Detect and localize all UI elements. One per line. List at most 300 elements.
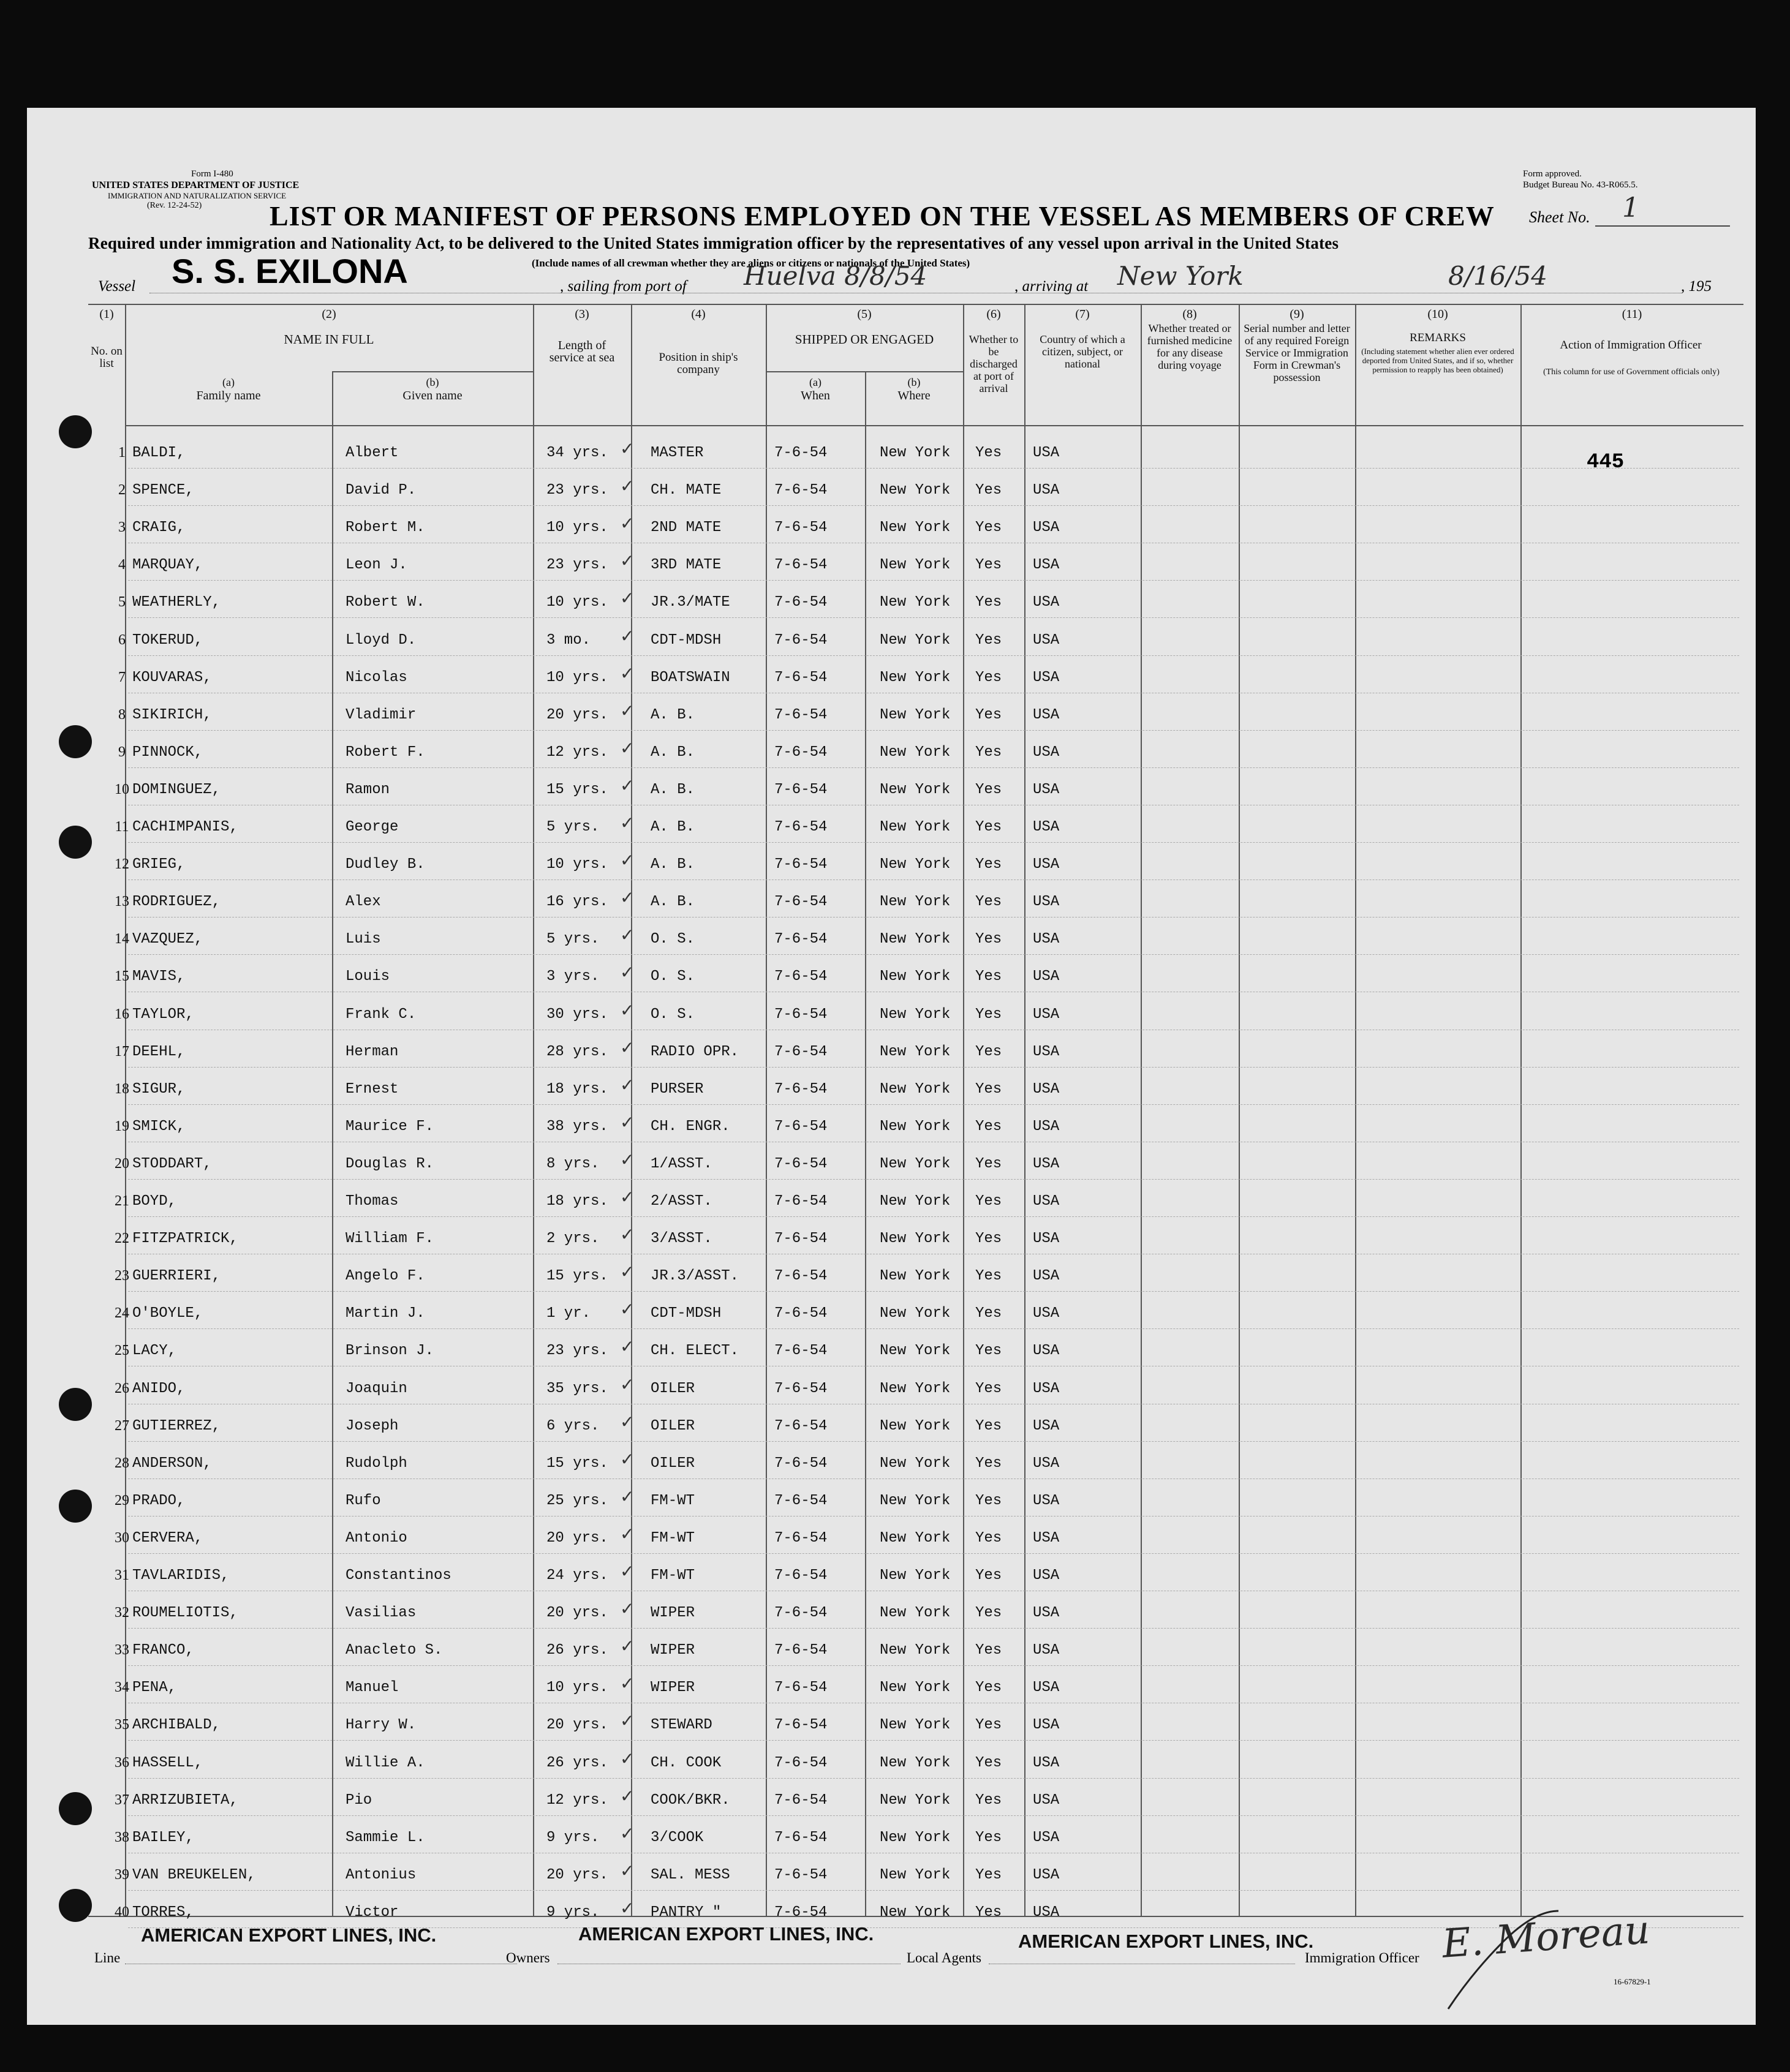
country: USA: [1033, 1904, 1060, 1921]
given-name: George: [346, 819, 399, 835]
country: USA: [1033, 1605, 1060, 1621]
discharge: Yes: [975, 594, 1002, 611]
shipped-when: 7-6-54: [774, 1230, 828, 1247]
check-mark-icon: ✓: [620, 1112, 635, 1132]
table-header-border: [125, 425, 1743, 426]
check-mark-icon: ✓: [620, 701, 635, 721]
shipped-when: 7-6-54: [774, 1044, 828, 1060]
shipped-where: New York: [880, 1642, 951, 1659]
service-length: 38 yrs.: [546, 1118, 608, 1135]
discharge: Yes: [975, 1193, 1002, 1210]
col10-note: (Including statement whether alien ever ordered deported from United States, and if so, whether permission to reapply has been obtained): [1361, 347, 1514, 374]
discharge: Yes: [975, 1904, 1002, 1921]
check-mark-icon: ✓: [620, 1449, 635, 1469]
arrival-date: 8/16/54: [1448, 261, 1547, 291]
check-mark-icon: ✓: [620, 850, 635, 870]
check-mark-icon: ✓: [620, 1749, 635, 1769]
position: JR.3/MATE: [651, 594, 730, 611]
table-row: [27, 1218, 1756, 1256]
given-name: Dudley B.: [346, 856, 425, 873]
country: USA: [1033, 1455, 1060, 1472]
position: O. S.: [651, 931, 695, 947]
row-number: 29: [115, 1493, 129, 1509]
service-length: 20 yrs.: [546, 1530, 608, 1546]
col11-title: Action of Immigration Officer: [1560, 339, 1702, 352]
table-row: [27, 919, 1756, 956]
given-name: Angelo F.: [346, 1268, 425, 1284]
sailing-port: Huelva 8/8/54: [744, 261, 927, 291]
col5b-title: Where: [897, 389, 931, 402]
shipped-where: New York: [880, 1530, 951, 1546]
officer-signature: E. Moreau: [1440, 1907, 1652, 1967]
discharge: Yes: [975, 1567, 1002, 1584]
country: USA: [1033, 968, 1060, 985]
table-row: [27, 620, 1756, 657]
shipped-when: 7-6-54: [774, 744, 828, 761]
given-name: Frank C.: [346, 1006, 417, 1023]
shipped-where: New York: [880, 519, 951, 536]
shipped-when: 7-6-54: [774, 1193, 828, 1210]
shipped-when: 7-6-54: [774, 1156, 828, 1172]
check-mark-icon: ✓: [620, 439, 635, 459]
row-number: 17: [115, 1044, 129, 1060]
row-number: 10: [115, 782, 129, 797]
position: 1/ASST.: [651, 1156, 712, 1172]
line-label: Line: [94, 1950, 121, 1965]
row-number: 5: [118, 594, 126, 610]
table-row: [27, 1406, 1756, 1443]
position: 3/ASST.: [651, 1230, 712, 1247]
given-name: Louis: [346, 968, 390, 985]
position: 2ND MATE: [651, 519, 722, 536]
table-row: [27, 582, 1756, 619]
officer-label: Immigration Officer: [1305, 1950, 1419, 1965]
row-number: 11: [115, 819, 129, 835]
table-row: [27, 695, 1756, 732]
position: A. B.: [651, 894, 695, 910]
given-name: Vasilias: [346, 1605, 417, 1621]
row-divider: [128, 1890, 1739, 1891]
country: USA: [1033, 1867, 1060, 1883]
table-row: [27, 1555, 1756, 1592]
discharge: Yes: [975, 931, 1002, 947]
family-name: ANIDO,: [132, 1381, 186, 1397]
col5-title: SHIPPED OR ENGAGED: [795, 332, 934, 347]
discharge: Yes: [975, 519, 1002, 536]
country: USA: [1033, 856, 1060, 873]
owners-value: AMERICAN EXPORT LINES, INC.: [578, 1923, 874, 1945]
country: USA: [1033, 782, 1060, 798]
row-divider: [128, 1553, 1739, 1554]
check-mark-icon: ✓: [620, 626, 635, 646]
row-divider: [128, 1216, 1739, 1217]
given-name: Maurice F.: [346, 1118, 434, 1135]
service-length: 3 mo.: [546, 632, 591, 649]
check-mark-icon: ✓: [620, 1336, 635, 1357]
shipped-when: 7-6-54: [774, 1792, 828, 1809]
table-row: [27, 956, 1756, 993]
country: USA: [1033, 482, 1060, 499]
discharge: Yes: [975, 1418, 1002, 1434]
table-row: [27, 1667, 1756, 1705]
row-number: 23: [115, 1268, 129, 1284]
discharge: Yes: [975, 445, 1002, 461]
discharge: Yes: [975, 1006, 1002, 1023]
table-row: [27, 1592, 1756, 1630]
check-mark-icon: ✓: [620, 1486, 635, 1507]
given-name: Lloyd D.: [346, 632, 417, 649]
position: A. B.: [651, 707, 695, 723]
shipped-when: 7-6-54: [774, 968, 828, 985]
table-row: [27, 470, 1756, 507]
shipped-when: 7-6-54: [774, 1305, 828, 1322]
family-name: PINNOCK,: [132, 744, 203, 761]
row-divider: [128, 1291, 1739, 1292]
col5a-title: When: [801, 389, 830, 402]
manifest-page: [27, 108, 1756, 2025]
shipped-when: 7-6-54: [774, 1679, 828, 1696]
table-row: [27, 1031, 1756, 1069]
service-length: 25 yrs.: [546, 1493, 608, 1509]
row-number: 9: [118, 744, 126, 760]
position: WIPER: [651, 1642, 695, 1659]
check-mark-icon: ✓: [620, 1898, 635, 1918]
col10-number: (10): [1427, 307, 1448, 321]
col3-number: (3): [575, 307, 589, 321]
shipped-where: New York: [880, 1156, 951, 1172]
given-name: Rufo: [346, 1493, 381, 1509]
discharge: Yes: [975, 1530, 1002, 1546]
discharge: Yes: [975, 1118, 1002, 1135]
service-length: 15 yrs.: [546, 1268, 608, 1284]
country: USA: [1033, 1418, 1060, 1434]
family-name: O'BOYLE,: [132, 1305, 203, 1322]
country: USA: [1033, 557, 1060, 573]
given-name: Antonio: [346, 1530, 407, 1546]
sheet-value: 1: [1622, 192, 1639, 224]
discharge: Yes: [975, 1829, 1002, 1846]
family-name: BALDI,: [132, 445, 186, 461]
family-name: ANDERSON,: [132, 1455, 212, 1472]
shipped-where: New York: [880, 1455, 951, 1472]
row-divider: [128, 1628, 1739, 1629]
given-name: David P.: [346, 482, 417, 499]
country: USA: [1033, 594, 1060, 611]
family-name: ARRIZUBIETA,: [132, 1792, 238, 1809]
given-name: Ramon: [346, 782, 390, 798]
family-name: WEATHERLY,: [132, 594, 221, 611]
check-mark-icon: ✓: [620, 1561, 635, 1581]
service-length: 12 yrs.: [546, 1792, 608, 1809]
check-mark-icon: ✓: [620, 1299, 635, 1319]
table-row: [27, 1181, 1756, 1218]
service-length: 6 yrs.: [546, 1418, 600, 1434]
country: USA: [1033, 1118, 1060, 1135]
family-name: SIKIRICH,: [132, 707, 212, 723]
row-number: 12: [115, 856, 129, 872]
position: CDT-MDSH: [651, 1305, 722, 1322]
shipped-where: New York: [880, 594, 951, 611]
shipped-where: New York: [880, 1792, 951, 1809]
shipped-where: New York: [880, 894, 951, 910]
row-number: 3: [118, 519, 126, 535]
table-row: [27, 657, 1756, 695]
check-mark-icon: ✓: [620, 1524, 635, 1544]
service-length: 20 yrs.: [546, 1867, 608, 1883]
col2a-title: Family name: [196, 389, 261, 402]
given-name: Victor: [346, 1904, 399, 1921]
row-divider: [128, 1067, 1739, 1068]
discharge: Yes: [975, 1044, 1002, 1060]
check-mark-icon: ✓: [620, 1711, 635, 1731]
position: 2/ASST.: [651, 1193, 712, 1210]
family-name: ROUMELIOTIS,: [132, 1605, 238, 1621]
country: USA: [1033, 445, 1060, 461]
shipped-when: 7-6-54: [774, 1717, 828, 1733]
row-divider: [128, 505, 1739, 506]
service-length: 18 yrs.: [546, 1081, 608, 1098]
vessel-label: Vessel: [98, 278, 136, 295]
col11-note: (This column for use of Government officials only): [1543, 367, 1720, 377]
shipped-where: New York: [880, 1418, 951, 1434]
table-row: [27, 1443, 1756, 1480]
family-name: FITZPATRICK,: [132, 1230, 238, 1247]
row-number: 37: [115, 1792, 129, 1808]
shipped-when: 7-6-54: [774, 632, 828, 649]
service-length: 16 yrs.: [546, 894, 608, 910]
col8-title: Whether treated or furnished medicine for any disease during voyage: [1147, 322, 1233, 371]
given-name: Albert: [346, 445, 399, 461]
shipped-when: 7-6-54: [774, 707, 828, 723]
discharge: Yes: [975, 669, 1002, 686]
service-length: 30 yrs.: [546, 1006, 608, 1023]
discharge: Yes: [975, 968, 1002, 985]
service-length: 1 yr.: [546, 1305, 591, 1322]
shipped-where: New York: [880, 819, 951, 835]
shipped-when: 7-6-54: [774, 1118, 828, 1135]
position: A. B.: [651, 856, 695, 873]
family-name: MAVIS,: [132, 968, 186, 985]
row-divider: [128, 655, 1739, 656]
shipped-where: New York: [880, 1605, 951, 1621]
position: A. B.: [651, 782, 695, 798]
service-length: 9 yrs.: [546, 1904, 600, 1921]
service-length: 15 yrs.: [546, 1455, 608, 1472]
country: USA: [1033, 1829, 1060, 1846]
table-row: [27, 1330, 1756, 1368]
family-name: GUTIERREZ,: [132, 1418, 221, 1434]
row-number: 34: [115, 1679, 129, 1695]
check-mark-icon: ✓: [620, 962, 635, 982]
row-number: 24: [115, 1305, 129, 1321]
row-number: 30: [115, 1530, 129, 1546]
given-name: Anacleto S.: [346, 1642, 443, 1659]
shipped-where: New York: [880, 1230, 951, 1247]
row-number: 15: [115, 968, 129, 984]
shipped-where: New York: [880, 744, 951, 761]
row-number: 4: [118, 557, 126, 573]
shipped-when: 7-6-54: [774, 894, 828, 910]
sheet-label: Sheet No.: [1529, 208, 1590, 226]
country: USA: [1033, 894, 1060, 910]
shipped-when: 7-6-54: [774, 782, 828, 798]
position: OILER: [651, 1418, 695, 1434]
discharge: Yes: [975, 1717, 1002, 1733]
shipped-when: 7-6-54: [774, 819, 828, 835]
shipped-when: 7-6-54: [774, 1493, 828, 1509]
print-code: 16-67829-1: [1614, 1977, 1651, 1986]
position: A. B.: [651, 744, 695, 761]
table-row: [27, 1106, 1756, 1143]
position: CH. MATE: [651, 482, 722, 499]
check-mark-icon: ✓: [620, 1038, 635, 1058]
col9-number: (9): [1290, 307, 1304, 321]
row-number: 8: [118, 707, 126, 723]
shipped-where: New York: [880, 1006, 951, 1023]
discharge: Yes: [975, 856, 1002, 873]
shipped-when: 7-6-54: [774, 1343, 828, 1359]
position: O. S.: [651, 1006, 695, 1023]
col2-number: (2): [322, 307, 336, 321]
table-row: [27, 1480, 1756, 1518]
position: FM-WT: [651, 1493, 695, 1509]
check-mark-icon: ✓: [620, 1786, 635, 1806]
row-divider: [128, 1815, 1739, 1816]
line-value: AMERICAN EXPORT LINES, INC.: [141, 1924, 437, 1946]
discharge: Yes: [975, 782, 1002, 798]
given-name: Leon J.: [346, 557, 407, 573]
shipped-when: 7-6-54: [774, 519, 828, 536]
include-note: (Include names of all crewman whether they are aliens or citizens or nationals of the United States): [532, 257, 970, 269]
check-mark-icon: ✓: [620, 738, 635, 758]
family-name: LACY,: [132, 1343, 177, 1359]
row-divider: [128, 842, 1739, 843]
check-mark-icon: ✓: [620, 663, 635, 684]
service-length: 10 yrs.: [546, 594, 608, 611]
col1-title: No. on list: [91, 345, 123, 370]
table-row: [27, 1518, 1756, 1555]
shipped-when: 7-6-54: [774, 1904, 828, 1921]
row-divider: [128, 1104, 1739, 1105]
country: USA: [1033, 1493, 1060, 1509]
discharge: Yes: [975, 1455, 1002, 1472]
family-name: SIGUR,: [132, 1081, 186, 1098]
country: USA: [1033, 1268, 1060, 1284]
given-name: Alex: [346, 894, 381, 910]
position: WIPER: [651, 1605, 695, 1621]
given-name: Rudolph: [346, 1455, 407, 1472]
table-row: [27, 507, 1756, 544]
family-name: PENA,: [132, 1679, 177, 1696]
family-name: CRAIG,: [132, 519, 186, 536]
check-mark-icon: ✓: [620, 588, 635, 608]
country: USA: [1033, 1305, 1060, 1322]
service-length: 20 yrs.: [546, 1717, 608, 1733]
col5a-letter: (a): [809, 376, 821, 388]
service-length: 28 yrs.: [546, 1044, 608, 1060]
position: CDT-MDSH: [651, 632, 722, 649]
country: USA: [1033, 744, 1060, 761]
position: FM-WT: [651, 1567, 695, 1584]
service-length: 23 yrs.: [546, 1343, 608, 1359]
row-number: 21: [115, 1193, 129, 1209]
country: USA: [1033, 1156, 1060, 1172]
col10-title: REMARKS: [1410, 331, 1466, 344]
discharge: Yes: [975, 1642, 1002, 1659]
agents-value: AMERICAN EXPORT LINES, INC.: [1018, 1931, 1314, 1952]
shipped-where: New York: [880, 1193, 951, 1210]
shipped-where: New York: [880, 669, 951, 686]
check-mark-icon: ✓: [620, 1224, 635, 1245]
given-name: Thomas: [346, 1193, 399, 1210]
agents-label: Local Agents: [907, 1950, 981, 1965]
discharge: Yes: [975, 1305, 1002, 1322]
check-mark-icon: ✓: [620, 1000, 635, 1020]
family-name: FRANCO,: [132, 1642, 194, 1659]
col8-number: (8): [1182, 307, 1197, 321]
form-approved: Form approved.: [1523, 169, 1582, 179]
shipped-where: New York: [880, 632, 951, 649]
discharge: Yes: [975, 1755, 1002, 1771]
table-row: [27, 1705, 1756, 1742]
row-divider: [128, 580, 1739, 581]
check-mark-icon: ✓: [620, 1075, 635, 1095]
shipped-where: New York: [880, 482, 951, 499]
shipped-where: New York: [880, 1829, 951, 1846]
shipped-when: 7-6-54: [774, 1605, 828, 1621]
given-name: Constantinos: [346, 1567, 451, 1584]
given-name: Robert W.: [346, 594, 425, 611]
table-row: [27, 432, 1756, 470]
country: USA: [1033, 1755, 1060, 1771]
col7-number: (7): [1075, 307, 1090, 321]
row-number: 7: [118, 669, 126, 685]
position: SAL. MESS: [651, 1867, 730, 1883]
country: USA: [1033, 632, 1060, 649]
shipped-where: New York: [880, 968, 951, 985]
country: USA: [1033, 1343, 1060, 1359]
table-row: [27, 1368, 1756, 1406]
col3-title: Length of service at sea: [549, 339, 615, 364]
page-title: LIST OR MANIFEST OF PERSONS EMPLOYED ON THE VESSEL AS MEMBERS OF CREW: [270, 200, 1495, 232]
check-mark-icon: ✓: [620, 1150, 635, 1170]
shipped-when: 7-6-54: [774, 557, 828, 573]
shipped-where: New York: [880, 1081, 951, 1098]
country: USA: [1033, 1642, 1060, 1659]
family-name: DOMINGUEZ,: [132, 782, 221, 798]
discharge: Yes: [975, 557, 1002, 573]
table-row: [27, 544, 1756, 582]
table-row: [27, 1855, 1756, 1892]
row-divider: [128, 767, 1739, 768]
check-mark-icon: ✓: [620, 1823, 635, 1844]
row-divider: [128, 1778, 1739, 1779]
service-length: 12 yrs.: [546, 744, 608, 761]
stamp-number: 445: [1587, 451, 1625, 474]
check-mark-icon: ✓: [620, 887, 635, 908]
service-length: 10 yrs.: [546, 856, 608, 873]
check-mark-icon: ✓: [620, 1374, 635, 1395]
shipped-where: New York: [880, 1044, 951, 1060]
country: USA: [1033, 1717, 1060, 1733]
service-length: 15 yrs.: [546, 782, 608, 798]
shipped-where: New York: [880, 1679, 951, 1696]
row-number: 16: [115, 1006, 129, 1022]
shipped-where: New York: [880, 1755, 951, 1771]
discharge: Yes: [975, 1343, 1002, 1359]
name-split-line: [332, 371, 534, 372]
shipped-where: New York: [880, 557, 951, 573]
